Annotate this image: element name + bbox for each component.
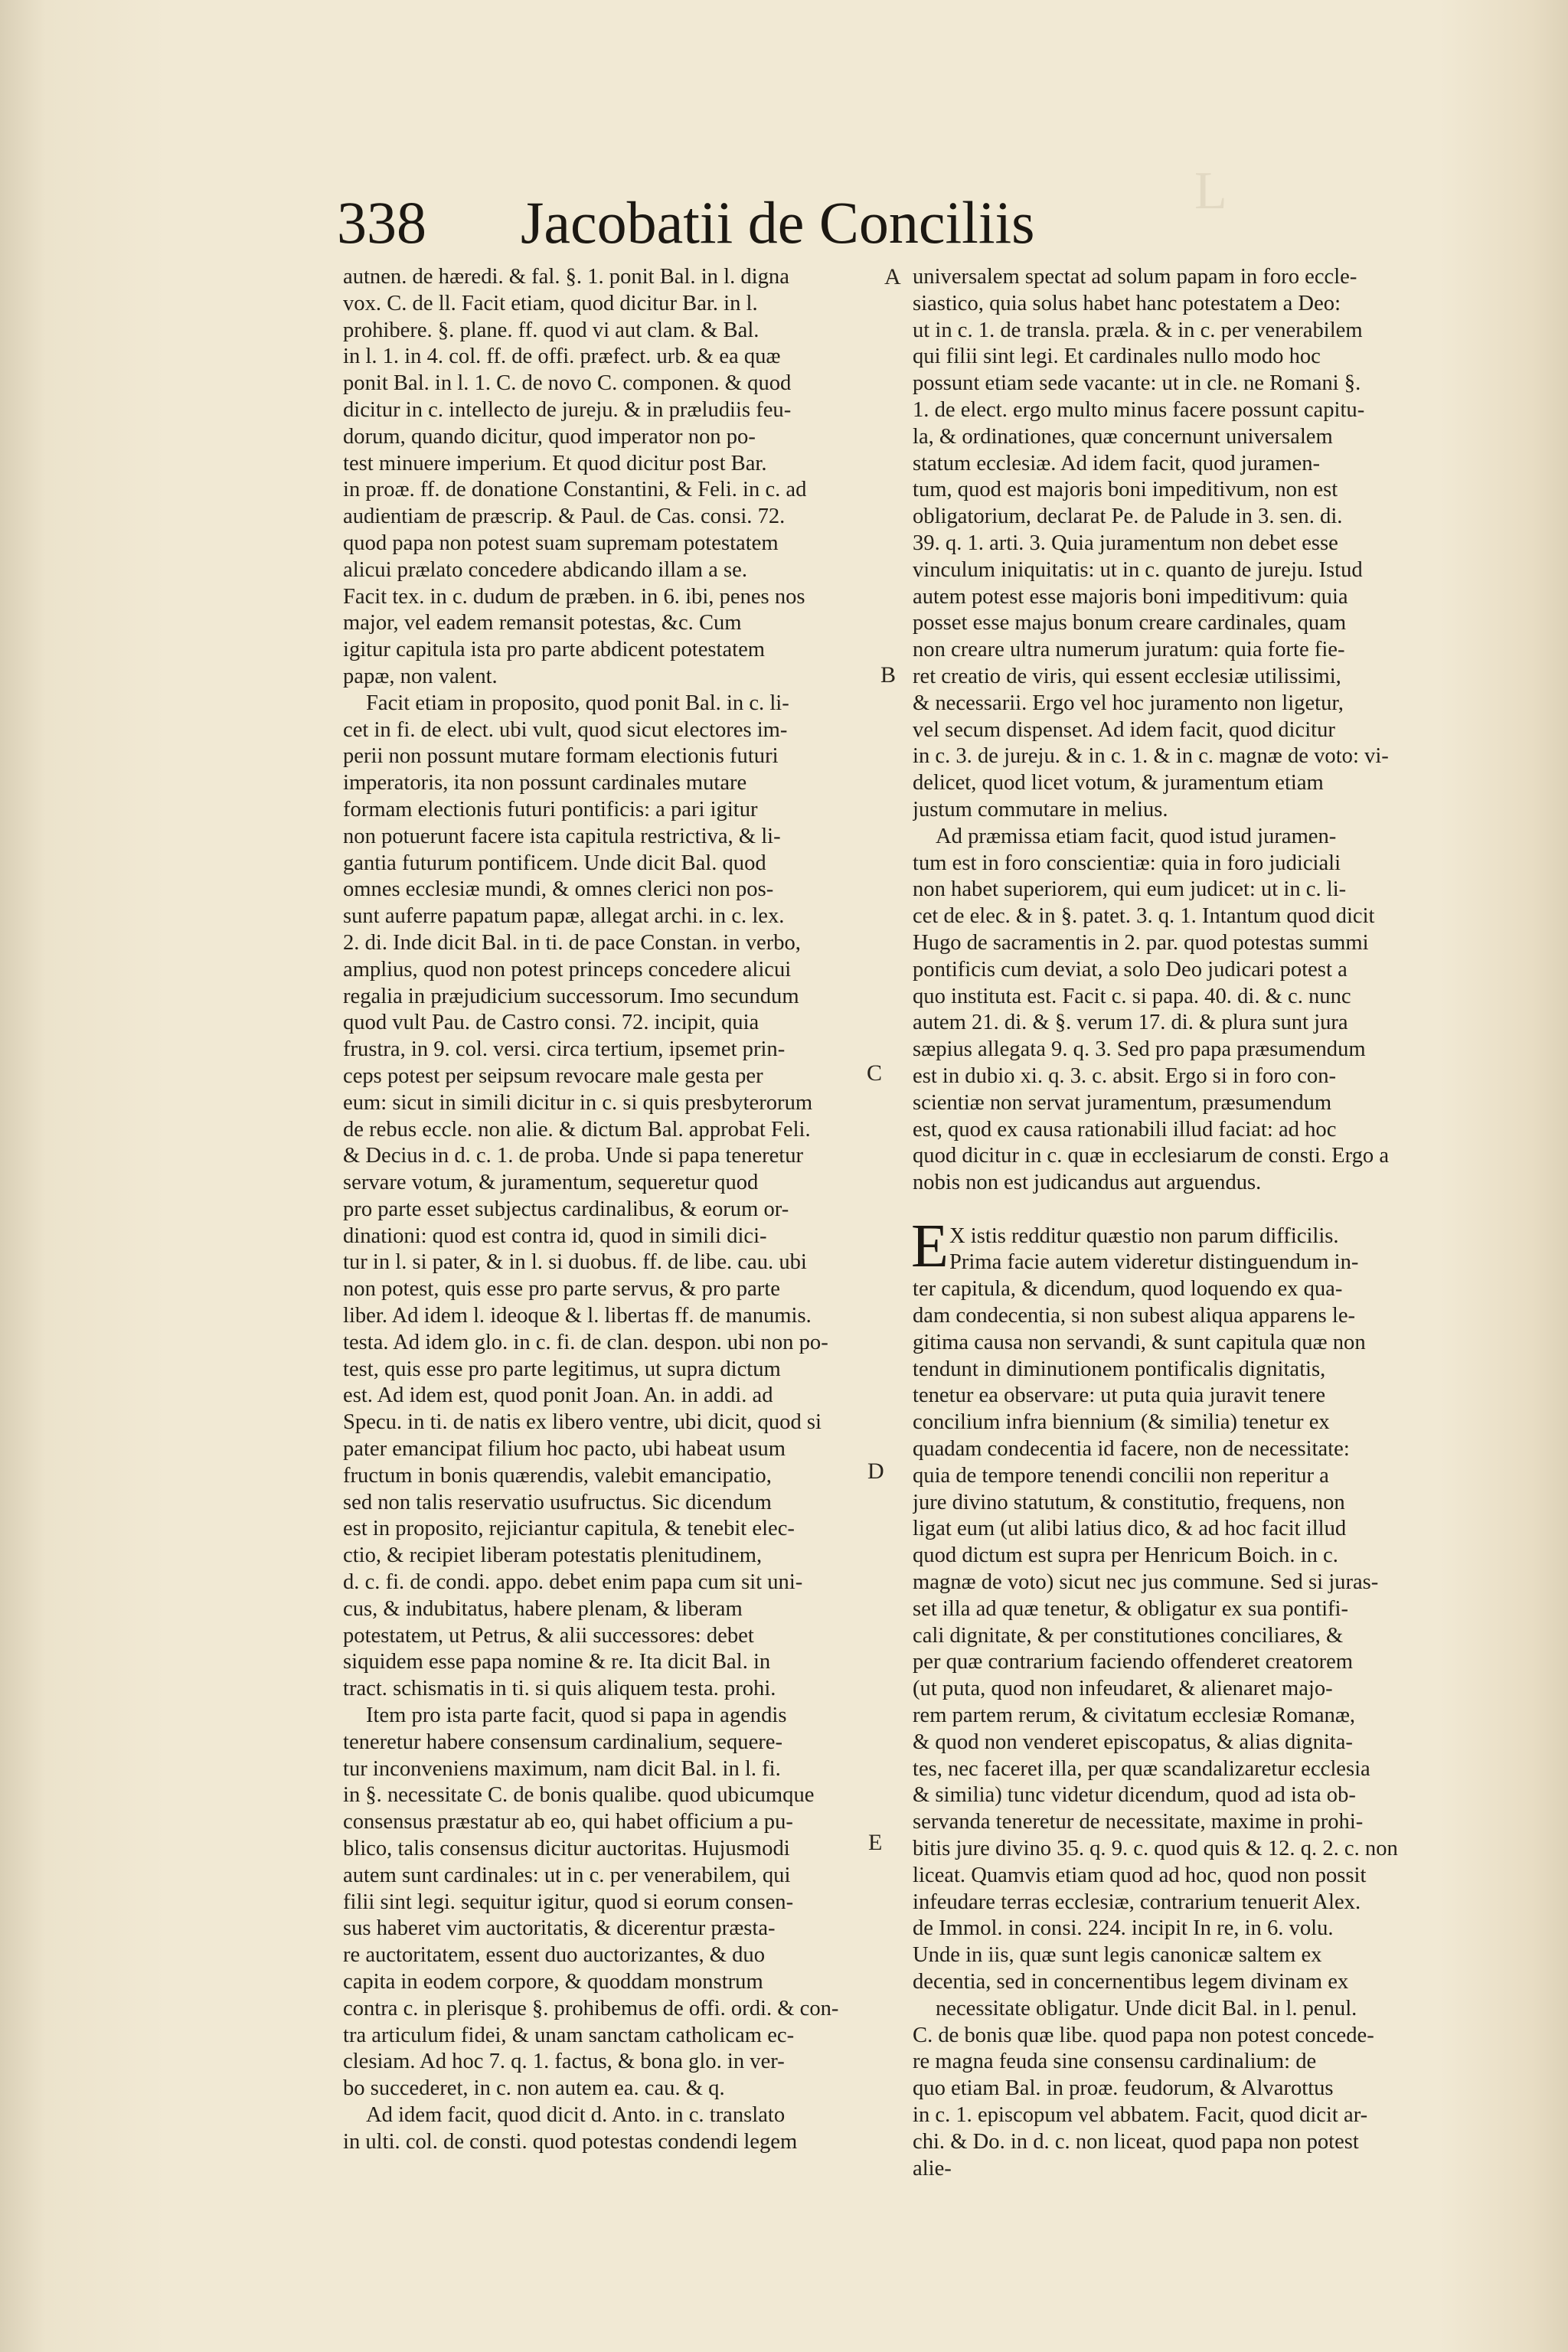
text-line: non creare ultra numerum juratum: quia forte fie- [913,638,1345,662]
text-line: siastico, quia solus habet hanc potestatem a Deo: [913,291,1341,315]
text-line: quadam condecentia id facere, non de necessitate: [913,1437,1350,1462]
text-line: 1. de elect. ergo multo minus facere possunt capitu- [913,397,1365,422]
text-line: (ut puta, quod non infeudaret, & alienaret majo- [913,1677,1333,1701]
text-line: ctio, & recipiet liberam potestatis plenitudinem, [343,1544,763,1568]
text-line: ligat eum (ut alibi latius dico, & ad hoc facit illud [913,1517,1347,1541]
text-line: bitis jure divino 35. q. 9. c. quod quis & 12. q. 2. c. non [913,1837,1398,1861]
text-line: cus, & indubitatus, habere plenam, & liberam [343,1596,743,1621]
text-line: Facit tex. in c. dudum de præben. in 6. ibi, penes nos [343,584,805,609]
margin-letter-a: A [884,264,901,289]
text-line: eum: sicut in simili dicitur in c. si quis presbyterorum [343,1090,813,1115]
text-line: non habet superiorem, qui eum judicet: ut in c. li- [913,877,1347,902]
text-line: sæpius allegata 9. q. 3. Sed pro papa præsumendum [913,1037,1366,1062]
text-line: tes, nec faceret illa, per quæ scandalizaretur ecclesia [913,1756,1370,1781]
text-line: gitima causa non servandi, & sunt capitula quæ non [913,1330,1366,1354]
text-line: necessitate obligatur. Unde dicit Bal. in l. penul. [936,1996,1357,2020]
text-line: dinationi: quod est contra id, quod in simili dici- [343,1223,767,1248]
text-line: posset esse majus bonum creare cardinales, quam [913,611,1347,635]
text-line: de Immol. in consi. 224. incipit In re, in 6. volu. [913,1916,1334,1941]
right-column [913,264,1429,2182]
text-line: statum ecclesiæ. Ad idem facit, quod juramen- [913,451,1321,475]
page-number: 338 [337,189,426,256]
margin-letter-c: C [867,1060,883,1086]
text-line: d. c. fi. de condi. appo. debet enim papa cum sit uni- [343,1570,803,1595]
text-line: alicui prælato concedere abdicando illam a se. [343,557,747,582]
text-line: capita in eodem corpore, & quoddam monstrum [343,1970,763,1994]
text-line: autem potest esse majoris boni impeditivum: quia [913,584,1348,609]
text-line: decentia, sed in concernentibus legem divinam ex [913,1970,1349,1994]
paragraph-gap [913,1197,1429,1223]
text-line: cali dignitate, & per constitutiones conciliares, & [913,1623,1344,1648]
text-line: infeudare terras ecclesiæ, contrarium tenuerit Alex. [913,1890,1361,1914]
text-line: dam condecentia, si non subest aliqua apparens le- [913,1304,1356,1328]
text-line: quo instituta est. Facit c. si papa. 40. di. & c. nunc [913,984,1351,1008]
text-line: magnæ de voto) sicut nec jus commune. Sed si juras- [913,1570,1379,1595]
text-line: liceat. Quamvis etiam quod ad hoc, quod non possit [913,1863,1367,1887]
text-line: qui filii sint legi. Et cardinales nullo modo hoc [913,345,1321,369]
text-line: rem partem rerum, & civitatum ecclesiæ Romanæ, [913,1704,1356,1728]
text-line: quod dicitur in c. quæ in ecclesiarum de consti. Ergo a [913,1144,1390,1168]
bleed-through-text: L [1194,162,1229,220]
text-line: vinculum iniquitatis: ut in c. quanto de jureju. Istud [913,557,1363,582]
text-line: Item pro ista parte facit, quod si papa in agendis [366,1704,787,1728]
text-line: re magna feuda sine consensu cardinalium: de [913,2050,1317,2074]
text-line: non potest, quis esse pro parte servus, & pro parte [343,1277,780,1302]
text-line: nobis non est judicandus aut arguendus. [913,1171,1262,1195]
text-line: in c. 3. de jureju. & in c. 1. & in c. magnæ de voto: vi- [913,744,1389,769]
text-line: blico, talis consensus dicitur auctoritas. Hujusmodi [343,1837,790,1861]
margin-letter-d: D [867,1459,884,1484]
text-line: bo succederet, in c. non autem ea. cau. & q. [343,2076,725,2101]
text-line: major, vel eadem remansit potestas, &c. Cum [343,611,742,635]
page-header [337,188,1202,273]
text-line: quo etiam Bal. in proæ. feudorum, & Alvarottus [913,2076,1334,2101]
margin-letter-b: B [880,662,897,688]
text-line: tendunt in diminutionem pontificalis dignitatis, [913,1357,1326,1381]
text-line: in §. necessitate C. de bonis qualibe. quod ubicumque [343,1783,815,1808]
text-line: servare votum, & juramentum, sequeretur quod [343,1171,759,1195]
text-line: & quod non venderet episcopatus, & alias dignita- [913,1730,1353,1754]
text-line: potestatem, ut Petrus, & alii successores: debet [343,1623,754,1648]
text-line: tur in l. si pater, & in l. si duobus. ff. de libe. cau. ubi [343,1250,807,1275]
text-line: Prima facie autem videretur distinguendum in- [949,1250,1359,1275]
running-title: Jacobatii de Conciliis [521,189,1035,256]
text-line: teneretur habere consensum cardinalium, sequere- [343,1730,782,1754]
text-line: obligatorium, declarat Pe. de Palude in 3. sen. di. [913,505,1343,529]
text-line: X istis redditur quæstio non parum difficilis. [949,1223,1339,1248]
text-line: alie- [913,2156,952,2180]
text-line: tum est in foro conscientiæ: quia in foro judiciali [913,851,1341,875]
text-line: ret creatio de viris, qui essent ecclesiæ utilissimi, [913,664,1341,688]
text-line: in l. 1. in 4. col. ff. de offi. præfect. urb. & ea quæ [343,345,781,369]
text-line: prohibere. §. plane. ff. quod vi aut clam. & Bal. [343,318,760,342]
text-line: gantia futurum pontificem. Unde dicit Bal. quod [343,851,766,875]
text-line: & necessarii. Ergo vel hoc juramento non ligetur, [913,691,1344,715]
text-line: ceps potest per seipsum revocare male gesta per [343,1063,763,1088]
text-line: autem 21. di. & §. verum 17. di. & plura sunt jura [913,1011,1348,1035]
text-line: dorum, quando dicitur, quod imperator non po- [343,424,756,449]
text-line: 39. q. 1. arti. 3. Quia juramentum non debet esse [913,531,1338,555]
text-line: est in dubio xi. q. 3. c. absit. Ergo si in foro con- [913,1063,1337,1088]
text-line: tenetur ea observare: ut puta quia juravit tenere [913,1383,1326,1408]
text-line: ponit Bal. in l. 1. C. de novo C. componen. & quod [343,371,792,396]
text-line: in ulti. col. de consti. quod potestas condendi legem [343,2129,798,2154]
text-line: audientiam de præscrip. & Paul. de Cas. consi. 72. [343,505,786,529]
text-line: pontificis cum deviat, a solo Deo judicari potest a [913,957,1348,982]
text-line: quod papa non potest suam supremam potestatem [343,531,779,555]
text-line: est in proposito, rejiciantur capitula, & tenebit elec- [343,1517,795,1541]
text-line: quod dictum est supra per Henricum Boich. in c. [913,1544,1338,1568]
text-line: filii sint legi. sequitur igitur, quod si eorum consen- [343,1890,794,1914]
text-line: contra c. in plerisque §. prohibemus de offi. ordi. & con- [343,1996,839,2020]
text-line: est, quod ex causa rationabili illud faciat: ad hoc [913,1117,1337,1142]
text-line: justum commutare in melius. [913,797,1168,822]
text-line: Hugo de sacramentis in 2. par. quod potestas summi [913,930,1369,955]
text-line: scientiæ non servat juramentum, præsumendum [913,1090,1332,1115]
text-line: chi. & Do. in d. c. non liceat, quod papa non potest [913,2129,1359,2154]
text-line: in c. 1. episcopum vel abbatem. Facit, quod dicit ar- [913,2102,1368,2127]
text-line: igitur capitula ista pro parte abdicent potestatem [343,638,766,662]
margin-letter-e: E [868,1830,883,1855]
text-line: fructum in bonis quærendis, valebit emancipatio, [343,1463,772,1488]
text-line: test minuere imperium. Et quod dicitur post Bar. [343,451,767,475]
text-line: testa. Ad idem glo. in c. fi. de clan. despon. ubi non po- [343,1330,828,1354]
text-line: tra articulum fidei, & unam sanctam catholicam ec- [343,2023,795,2047]
text-line: set illa ad quæ tenetur, & obligatur ex sua pontifi- [913,1596,1349,1621]
text-line: test, quis esse pro parte legitimus, ut supra dictum [343,1357,781,1381]
text-line: universalem spectat ad solum papam in foro eccle- [913,265,1357,289]
text-line: sus haberet vim auctoritatis, & dicerentur præsta- [343,1916,776,1941]
text-line: pro parte esset subjectus cardinalibus, & eorum or- [343,1197,789,1221]
text-line: servanda teneretur de necessitate, maxime in prohi- [913,1810,1364,1834]
text-line: autem sunt cardinales: ut in c. per venerabilem, qui [343,1863,791,1887]
text-line: & Decius in d. c. 1. de proba. Unde si papa teneretur [343,1144,804,1168]
text-line: quia de tempore tenendi concilii non reperitur a [913,1463,1329,1488]
text-line: de rebus eccle. non alie. & dictum Bal. approbat Feli. [343,1117,811,1142]
text-line: tract. schismatis in ti. si quis aliquem testa. prohi. [343,1677,776,1701]
text-line: sunt auferre papatum papæ, allegat archi. in c. lex. [343,904,785,929]
text-line: possunt etiam sede vacante: ut in cle. ne Romani §. [913,371,1361,396]
text-line: vel secum dispenset. Ad idem facit, quod dicitur [913,717,1335,742]
text-line: Unde in iis, quæ sunt legis canonicæ saltem ex [913,1943,1322,1968]
left-column [343,264,860,2156]
text-line: quod vult Pau. de Castro consi. 72. incipit, quia [343,1011,760,1035]
drop-cap: E [911,1212,949,1280]
text-line: siquidem esse papa nomine & re. Ita dicit Bal. in [343,1650,771,1674]
text-line: Ad præmissa etiam facit, quod istud juramen- [936,824,1337,848]
text-line: omnes ecclesiæ mundi, & omnes clerici non pos- [343,877,774,902]
text-line: clesiam. Ad hoc 7. q. 1. factus, & bona glo. in ver- [343,2050,785,2074]
text-line: tur inconveniens maximum, nam dicit Bal. in l. fi. [343,1756,781,1781]
text-line: cet in fi. de elect. ubi vult, quod sicut electores im- [343,717,788,742]
text-line: sed non talis reservatio usufructus. Sic dicendum [343,1490,772,1514]
text-line: & similia) tunc videtur dicendum, quod ad ista ob- [913,1783,1356,1808]
text-line: Facit etiam in proposito, quod ponit Bal. in c. li- [366,691,789,715]
text-line: consensus præstatur ab eo, qui habet officium a pu- [343,1810,793,1834]
text-line: in proæ. ff. de donatione Constantini, & Feli. in c. ad [343,478,807,502]
text-line: imperatoris, ita non possunt cardinales mutare [343,771,747,795]
text-line: Specu. in ti. de natis ex libero ventre, ubi dicit, quod si [343,1410,822,1435]
text-line: tum, quod est majoris boni impeditivum, non est [913,478,1338,502]
text-line: papæ, non valent. [343,664,498,688]
text-line: liber. Ad idem l. ideoque & l. libertas ff. de manumis. [343,1304,812,1328]
text-line: formam electionis futuri pontificis: a pari igitur [343,797,758,822]
text-line: dicitur in c. intellecto de jureju. & in præludiis feu- [343,397,792,422]
text-line: ut in c. 1. de transla. præla. & in c. per venerabilem [913,318,1363,342]
text-line: pater emancipat filium hoc pacto, ubi habeat usum [343,1437,786,1462]
text-line: cet de elec. & in §. patet. 3. q. 1. Intantum quod dicit [913,904,1375,929]
text-line: ter capitula, & dicendum, quod loquendo ex qua- [913,1277,1343,1302]
text-line: 2. di. Inde dicit Bal. in ti. de pace Constan. in verbo, [343,930,801,955]
text-line: est. Ad idem est, quod ponit Joan. An. in addi. ad [343,1383,773,1408]
text-line: regalia in præjudicium successorum. Imo secundum [343,984,799,1008]
text-line: perii non possunt mutare formam electionis futuri [343,744,779,769]
text-line: jure divino statutum, & constitutio, frequens, non [913,1490,1345,1514]
text-line: delicet, quod licet votum, & juramentum etiam [913,771,1324,795]
text-line: vox. C. de ll. Facit etiam, quod dicitur Bar. in l. [343,291,758,315]
text-line: per quæ contrarium faciendo offenderet creatorem [913,1650,1354,1674]
text-line: non potuerunt facere ista capitula restrictiva, & li- [343,824,781,848]
text-line: amplius, quod non potest princeps concedere alicui [343,957,792,982]
text-line: la, & ordinationes, quæ concernunt universalem [913,424,1333,449]
text-line: concilium infra biennium (& similia) tenetur ex [913,1410,1330,1435]
text-line: frustra, in 9. col. versi. circa tertium, ipsemet prin- [343,1037,786,1062]
text-line: autnen. de hæredi. & fal. §. 1. ponit Bal. in l. digna [343,265,789,289]
text-line: Ad idem facit, quod dicit d. Anto. in c. translato [366,2102,786,2127]
text-line: C. de bonis quæ libe. quod papa non potest concede- [913,2023,1374,2047]
text-line: re auctoritatem, essent duo auctorizantes, & duo [343,1943,766,1968]
